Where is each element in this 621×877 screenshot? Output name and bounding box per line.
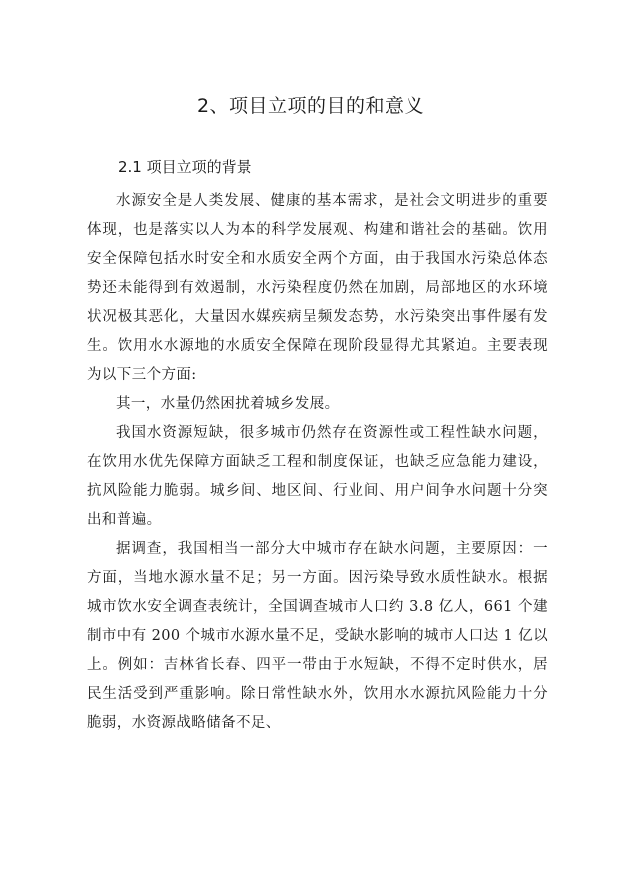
section-heading: 2.1 项目立项的背景 (118, 158, 252, 176)
body-text (87, 187, 548, 738)
paragraph-survey: 据调查，我国相当一部分大中城市存在缺水问题，主要原因：一方面，当地水源水量不足；另一方面。因污染导致水质性缺水。根据城市饮水安全调查表统计，全国调查城市人口约 3.8 亿人，661 个建制市中有 200 个城市水源水量不足，受缺水影响的城市人口达 1 亿以上。例如：吉林省长春、四平一带由于水短缺，不得不定时供水，居民生活受到严重影响。除日常性缺水外，饮用水水源抗风险能力十分脆弱，水资源战略储备不足、 (87, 541, 548, 731)
paragraph-shortage: 我国水资源短缺，很多城市仍然存在资源性或工程性缺水问题，在饮用水优先保障方面缺乏工程和制度保证，也缺乏应急能力建设，抗风险能力脆弱。城乡间、地区间、行业间、用户间争水问题十分突出和普遍。 (87, 425, 548, 528)
paragraph-intro: 水源安全是人类发展、健康的基本需求，是社会文明进步的重要体现，也是落实以人为本的科学发展观、构建和谐社会的基础。饮用安全保障包括水时安全和水质安全两个方面，由于我国水污染总体态势还未能得到有效遏制，水污染程度仍然在加剧，局部地区的水环境状况极其恶化，大量因水媒疾病呈频发态势，水污染突出事件屡有发生。饮用水水源地的水质安全保障在现阶段显得尤其紧迫。主要表现为以下三个方面: (87, 193, 548, 383)
paragraph-point-one: 其一，水量仍然困扰着城乡发展。 (116, 396, 340, 412)
document-title: 2、项目立项的目的和意义 (196, 95, 425, 117)
